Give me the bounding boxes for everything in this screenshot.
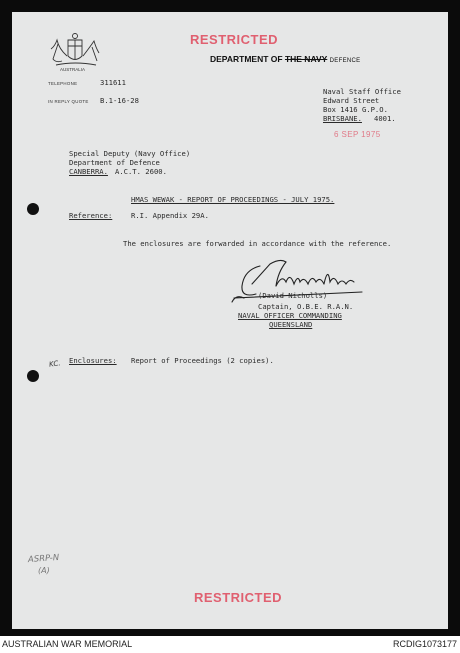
enclosures-value: Report of Proceedings (2 copies). <box>131 356 274 365</box>
signatory-region: QUEENSLAND <box>269 320 313 329</box>
enclosures-label: Enclosures: <box>69 356 117 365</box>
sender-address-line: Edward Street <box>323 96 380 105</box>
restricted-stamp-bottom: RESTRICTED <box>194 590 283 605</box>
signatory-rank: Captain, O.B.E. R.A.N. <box>258 302 354 311</box>
archive-footer <box>0 636 460 653</box>
footer-institution: AUSTRALIAN WAR MEMORIAL <box>2 639 133 649</box>
date-stamp: 6 SEP 1975 <box>334 130 381 139</box>
signatory-title: NAVAL OFFICER COMMANDING <box>238 311 342 320</box>
sender-city: BRISBANE. <box>323 114 362 123</box>
reply-reference: B.1-16-28 <box>100 96 139 105</box>
document-page <box>12 12 448 629</box>
crest-label: AUSTRALIA <box>60 67 86 72</box>
telephone-number: 311611 <box>100 78 126 87</box>
department-struck-text: THE NAVY <box>284 54 328 64</box>
reference-label: Reference: <box>69 211 113 220</box>
reply-quote-label: IN REPLY QUOTE <box>48 99 89 104</box>
restricted-stamp-top: RESTRICTED <box>190 32 279 47</box>
handwritten-note: ASRP-N <box>27 552 60 566</box>
department-prefix: DEPARTMENT OF <box>210 54 283 64</box>
handwritten-note: (A) <box>38 566 50 575</box>
department-heading <box>210 54 360 64</box>
sender-postcode: 4001. <box>374 114 396 123</box>
enclosure-initials: KC. <box>48 359 62 369</box>
sender-address-line: Naval Staff Office <box>323 87 401 96</box>
signatory-name: (David Nicholls) <box>258 291 328 300</box>
department-suffix: DEFENCE <box>329 58 361 64</box>
body-text: The enclosures are forwarded in accordance with the reference. <box>123 239 392 248</box>
sender-address-line: Box 1416 G.P.O. <box>323 105 388 114</box>
footer-catalogue-id: RCDIG1073177 <box>392 639 457 649</box>
telephone-label: TELEPHONE <box>48 81 78 86</box>
recipient-line: Special Deputy (Navy Office) <box>69 149 191 158</box>
coat-of-arms-crest <box>40 32 110 76</box>
reference-value: R.I. Appendix 29A. <box>131 211 209 220</box>
punch-hole-bottom <box>27 370 39 382</box>
subject-line: HMAS WEWAK - REPORT OF PROCEEDINGS - JULY 1975. <box>131 195 335 204</box>
recipient-city: CANBERRA. <box>69 167 108 176</box>
punch-hole-top <box>27 203 39 215</box>
recipient-postcode: A.C.T. 2600. <box>115 167 167 176</box>
recipient-line: Department of Defence <box>69 158 160 167</box>
